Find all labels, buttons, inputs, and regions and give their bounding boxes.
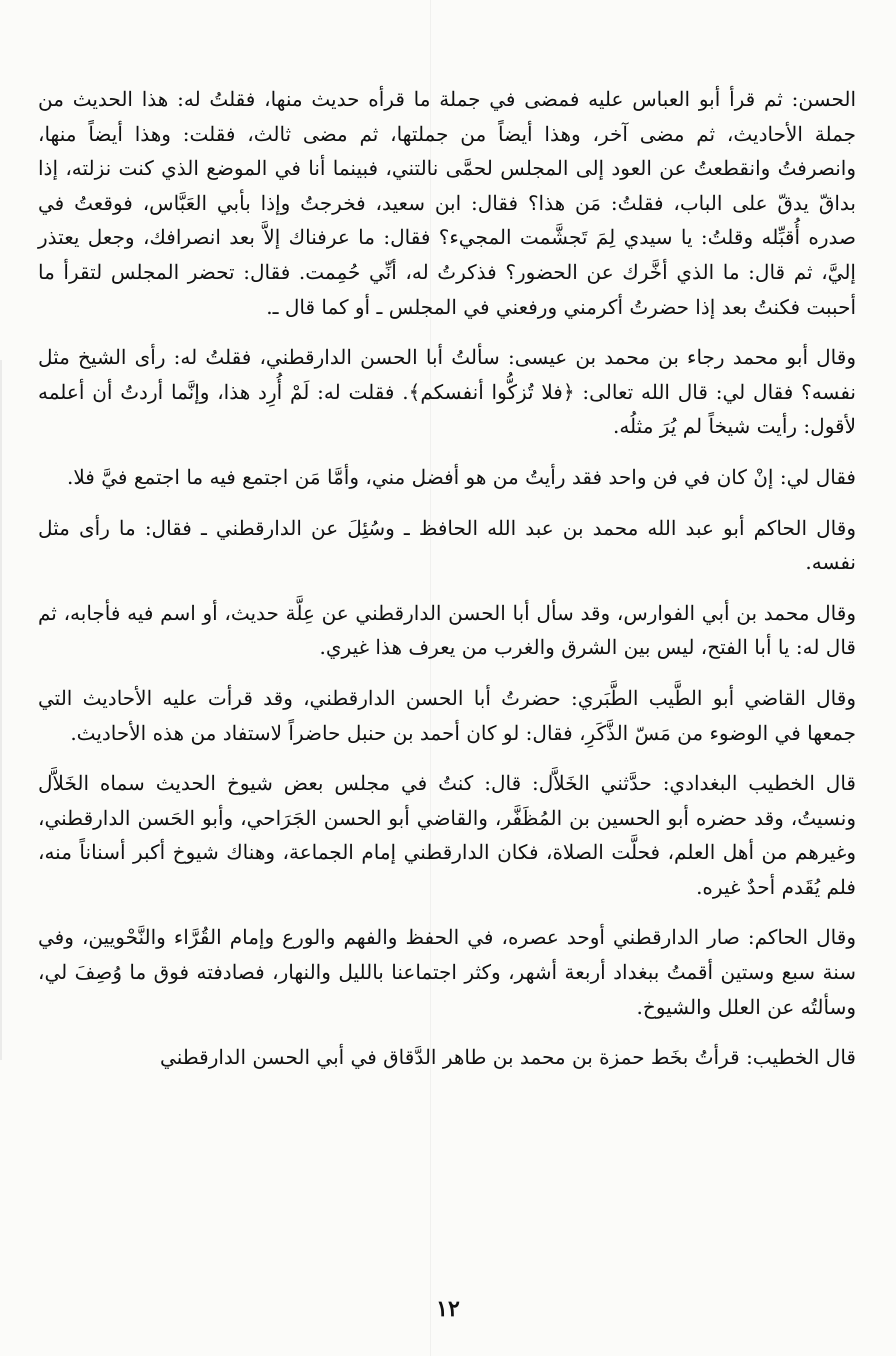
- paragraph: وقال أبو محمد رجاء بن محمد بن عيسى: سألتُ أبا الحسن الدارقطني، فقلتُ له: رأى الشيخ مثل نفسه؟ فقال لي: قال الله تعالى: ﴿فلا تُزكُّوا أنفسكم﴾. فقلت له: لَمْ أُرِد هذا، وإنَّما أردتُ أن أعلمه لأقول: رأيت شيخاً لم يُرَ مثلُه.: [38, 345, 856, 439]
- paragraph: وقال الحاكم أبو عبد الله محمد بن عبد الله الحافظ ـ وسُئِلَ عن الدارقطني ـ فقال: ما رأى مثل نفسه.: [38, 515, 856, 575]
- body-text: [38, 82, 856, 1091]
- paragraph: قال الخطيب البغدادي: حدَّثني الخَلاَّل: قال: كنتُ في مجلس بعض شيوخ الحديث سماه الخَلاَّل ونسيتُ، وقد حضره أبو الحسين بن المُظَفَّر، والقاضي أبو الحسن الجَرَاحي، وأبو الحَسن الدارقطني، وغيرهم من أهل العلم، فحلَّت الصلاة، فكان الدارقطني إمام الجماعة، وهناك شيوخ أكبر أسناناً منه، فلم يُقَدم أحدٌ غيره.: [38, 771, 856, 899]
- scan-edge-line: [0, 360, 2, 1060]
- paragraph: الحسن: ثم قرأ أبو العباس عليه فمضى في جملة ما قرأه حديث منها، فقلتُ له: هذا الحديث من جملة الأحاديث، ثم مضى آخر، وهذا أيضاً من جملتها، ثم مضى ثالث، فقلت: وهذا أيضاً منها، وانصرفتُ وانقطعتُ عن العود إلى المجلس لحمَّى نالتني، فبينما أنا في الموضع الذي كنت نزلته، إذا بداقّ يدقّ على الباب، فقلتُ: مَن هذا؟ فقال: ابن سعيد، فخرجتُ وإذا بأبي العَبَّاس، فوقعتُ في صدره أُقبِّله وقلتُ: يا سيدي لِمَ تَجشَّمت المجيء؟ فقال: ما عرفناك إلاَّ بعد انصرافك، وجعل يعتذر إليَّ، ثم قال: ما الذي أخَّرك عن الحضور؟ فذكرتُ له، أنِّي حُمِمت. فقال: تحضر المجلس لتقرأ ما أحببت فكنتُ بعد إذا حضرتُ أكرمني ورفعني في المجلس ـ أو كما قال ـ.: [38, 87, 856, 319]
- paragraph: وقال القاضي أبو الطَّيب الطَّبَري: حضرتُ أبا الحسن الدارقطني، وقد قرأت عليه الأحاديث التي جمعها في الوضوء من مَسّ الذَّكَرِ، فقال: لو كان أحمد بن حنبل حاضراً لاستفاد من هذه الأحاديث.: [38, 685, 856, 745]
- paragraph: فقال لي: إنْ كان في فن واحد فقد رأيتُ من هو أفضل مني، وأمَّا مَن اجتمع فيه ما اجتمع فيَّ فلا.: [67, 464, 856, 489]
- paragraph: وقال الحاكم: صار الدارقطني أوحد عصره، في الحفظ والفهم والورع وإمام القُرَّاء والنَّحْويين، وفي سنة سبع وستين أقمتُ ببغداد أربعة أشهر، وكثر اجتماعنا بالليل والنهار، فصادفته فوق ما وُصِفَ لي، وسألتُه عن العلل والشيوخ.: [38, 925, 856, 1019]
- paragraph: قال الخطيب: قرأتُ بخَط حمزة بن محمد بن طاهر الدَّقاق في أبي الحسن الدارقطني: [160, 1045, 856, 1070]
- paragraph: وقال محمد بن أبي الفوارس، وقد سأل أبا الحسن الدارقطني عن عِلَّة حديث، أو اسم فيه فأجابه، ثم قال له: يا أبا الفتح، ليس بين الشرق والغرب من يعرف هذا غيري.: [38, 600, 856, 660]
- page-number: ١٢: [436, 1296, 460, 1322]
